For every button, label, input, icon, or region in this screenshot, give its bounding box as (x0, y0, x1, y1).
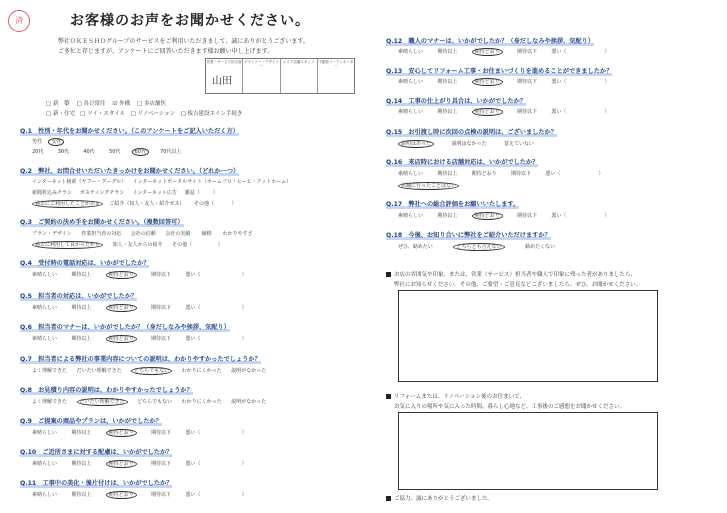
staff-box (205, 58, 355, 94)
q6-options: 素晴らしい 期待以上 期待どおり 期待以下 悪い（ ） (32, 336, 247, 342)
comment2-prompt-2: お気に入りの場所や気に入った時間、暮らし心地など、工事後のご感想をお聞かせください。 (394, 404, 626, 410)
q14-options: 素晴らしい 期待以上 期待どおり 期待以下 悪い（ ） (398, 109, 610, 115)
category-item: ☑ 外構 (112, 101, 131, 107)
q2-options-row2: 新聞折込みチラシ ポスティングチラシ インターネット広告 雑誌（ ） (32, 190, 218, 196)
staff-handwritten-name: 山田 (212, 76, 232, 87)
q4-options: 素晴らしい 期待以上 期待どおり 期待以下 悪い（ ） (32, 272, 247, 278)
question-14: Q.14 工事の仕上がり具合は、いかがでしたか？ (386, 98, 526, 105)
question-1: Q.1 性別・年代をお聞かせください。（このアンケートをご記入いただく方） (20, 128, 239, 135)
comment1-box[interactable] (398, 290, 658, 382)
staff-header-store: エリア店舗スタッフ (282, 60, 315, 64)
q17-options: 素晴らしい 期待以上 期待どおり 期待以下 悪い（ ） (398, 213, 610, 219)
category-item: □ ツイ・スタイル (80, 111, 126, 117)
q2-options-row3: 過去にご利用したことがある ご紹介（知人・友人・紹介ガス） その他（ ） (32, 200, 236, 207)
category-item: □ 新・住宅 (46, 111, 75, 117)
comment2-box[interactable] (398, 412, 658, 490)
q7-options: よく理解できた だいたい理解できた どちらでもない わかりにくかった 説明がなかった (32, 368, 267, 374)
q13-options: 素晴らしい 期待以上 期待どおり 期待以下 悪い（ ） (398, 79, 610, 85)
category-item: □ 各日常住 (76, 101, 106, 107)
question-10: Q.10 ご近所さまに対する配慮は、いかがでしたか？ (20, 449, 173, 456)
comment1-prompt-1: お店の雰囲気や印象、または、営業（サービス）担当者や職人で印象に残った者がありましたら、 (386, 270, 636, 278)
category-item: □ リノベーション (130, 111, 176, 117)
bullet-square-icon (386, 496, 391, 501)
staff-cell-store (281, 59, 318, 93)
q5-options: 素晴らしい 期待以上 期待どおり 期待以下 悪い（ ） (32, 305, 247, 311)
intro-line-2: ご多忙と存じますが、アンケートにご回答いただきます様お願い申し上げます。 (58, 48, 274, 55)
q1-options-row2: 20代 30代 40代 50代 60代 70代以上 (32, 149, 182, 155)
q15-options: 説明はあった 説明はなかった 覚えていない (398, 140, 534, 147)
staff-cell-planner (243, 59, 280, 93)
question-4: Q.4 受付時の電話対応は、いかがでしたか？ (20, 260, 150, 267)
bullet-square-icon (386, 394, 391, 399)
question-8: Q.8 お見積り内容の説明は、わかりやすかったでしょうか？ (20, 387, 193, 394)
q18-options: ぜひ、勧めたい どちらとも言えない 勧めたくない (398, 244, 556, 250)
category-row-1 (46, 99, 166, 107)
q16-options: 素晴らしい 期待以上 期待どおり 期待以下 悪い（ ） (398, 171, 604, 177)
q8-options: よく理解できた だいたい理解できた どちらでもない わかりにくかった 説明がなかった (32, 399, 267, 405)
intro-line-1: 弊社ＯＫＥＳＨＯグループのサービスをご利用いただきまして、誠にありがとうございます。 (58, 38, 309, 45)
q2-options-row1: インターネット検索（ヤフー・グーグル） インターネットポータルサイト（ホームプロ・ヒーヒ・アットホーム） (32, 179, 292, 185)
q9-options: 素晴らしい 期待以上 期待どおり 期待以下 悪い（ ） (32, 430, 247, 436)
staff-cell-realestate (318, 59, 354, 93)
processed-stamp: 済 (8, 10, 30, 32)
q3-options-row2: 過去に利用して良かったから 知人・友人からの紹介 その他（ ） (32, 241, 223, 248)
question-15: Q.15 お引渡し時に次回の点検の説明は、ございましたか？ (386, 129, 557, 136)
q10-options: 素晴らしい 期待以上 期待どおり 期待以下 悪い（ ） (32, 461, 247, 467)
question-5: Q.5 担当者の対応は、いかがでしたか？ (20, 293, 138, 300)
q3-options-row1: プラン・デザイン 営業担当者の対応 会社の信頼 会社の実績 価格 わかりやすさ (32, 231, 253, 237)
staff-cell-sales (206, 59, 243, 93)
staff-header-realestate: 不動産コーディネーター (318, 60, 354, 68)
q16-option-never: 店舗に行ったことはない (398, 182, 459, 189)
comment1-prompt-2: 弊社にお知らせください。その他、ご要望・ご意見などございましたら、ぜひ、お聞かせください。 (394, 282, 642, 288)
category-row-2 (46, 109, 243, 117)
category-item: □ 多店舗医 (137, 101, 167, 107)
question-18: Q.18 今後、お知り合いに弊社をご紹介いただけますか？ (386, 232, 551, 239)
category-item: □ 新 築 (46, 101, 70, 107)
question-3: Q.3 ご契約の決め手をお聞かせください。（複数回答可） (20, 219, 184, 226)
question-12: Q.12 職人のマナーは、いかがでしたか？（身だしなみや挨拶、気配り） (386, 38, 595, 45)
page-title: お客様のお声をお聞かせください。 (70, 13, 310, 29)
question-7: Q.7 担当者による弊社の事業内容についての説明は、わかりやすかったでしょうか？ (20, 356, 261, 363)
question-6: Q.6 担当者のマナーは、いかがでしたか？（身だしなみや挨拶、気配り） (20, 324, 230, 331)
q11-options: 素晴らしい 期待以上 期待どおり 期待以下 悪い（ ） (32, 492, 247, 498)
category-item: □ 板吉建設エイン手続き (180, 111, 243, 117)
question-16: Q.16 来店時における店舗対応は、いかがでしたか？ (386, 159, 539, 166)
q12-options: 素晴らしい 期待以上 期待どおり 期待以下 悪い（ ） (398, 49, 610, 55)
comment2-prompt-1: リフォームまたは、リノベーション後のお住まいで、 (386, 392, 525, 400)
question-11: Q.11 工事中の美化・後片付けは、いかがでしたか？ (20, 480, 173, 487)
thanks-line: ご協力、誠にありがとうございました。 (386, 494, 493, 502)
question-13: Q.13 安心してリフォーム工事・お住まいづくりを進めることができましたか？ (386, 68, 613, 75)
question-9: Q.9 ご提案の商品やプランは、いかがでしたか？ (20, 418, 162, 425)
staff-header-planner: プランナー・デザイナー (243, 60, 279, 68)
staff-header-sales: 営業・サービス担当者 (206, 60, 242, 64)
question-17: Q.17 弊社への総合評価をお願いいたします。 (386, 201, 520, 208)
bullet-square-icon (386, 272, 391, 277)
question-2: Q.2 弊社、お問合せいただいたきっかけをお聞かせください。（どれか一つ） (20, 168, 240, 175)
q1-options-row1: 男性 女性 (32, 138, 64, 145)
